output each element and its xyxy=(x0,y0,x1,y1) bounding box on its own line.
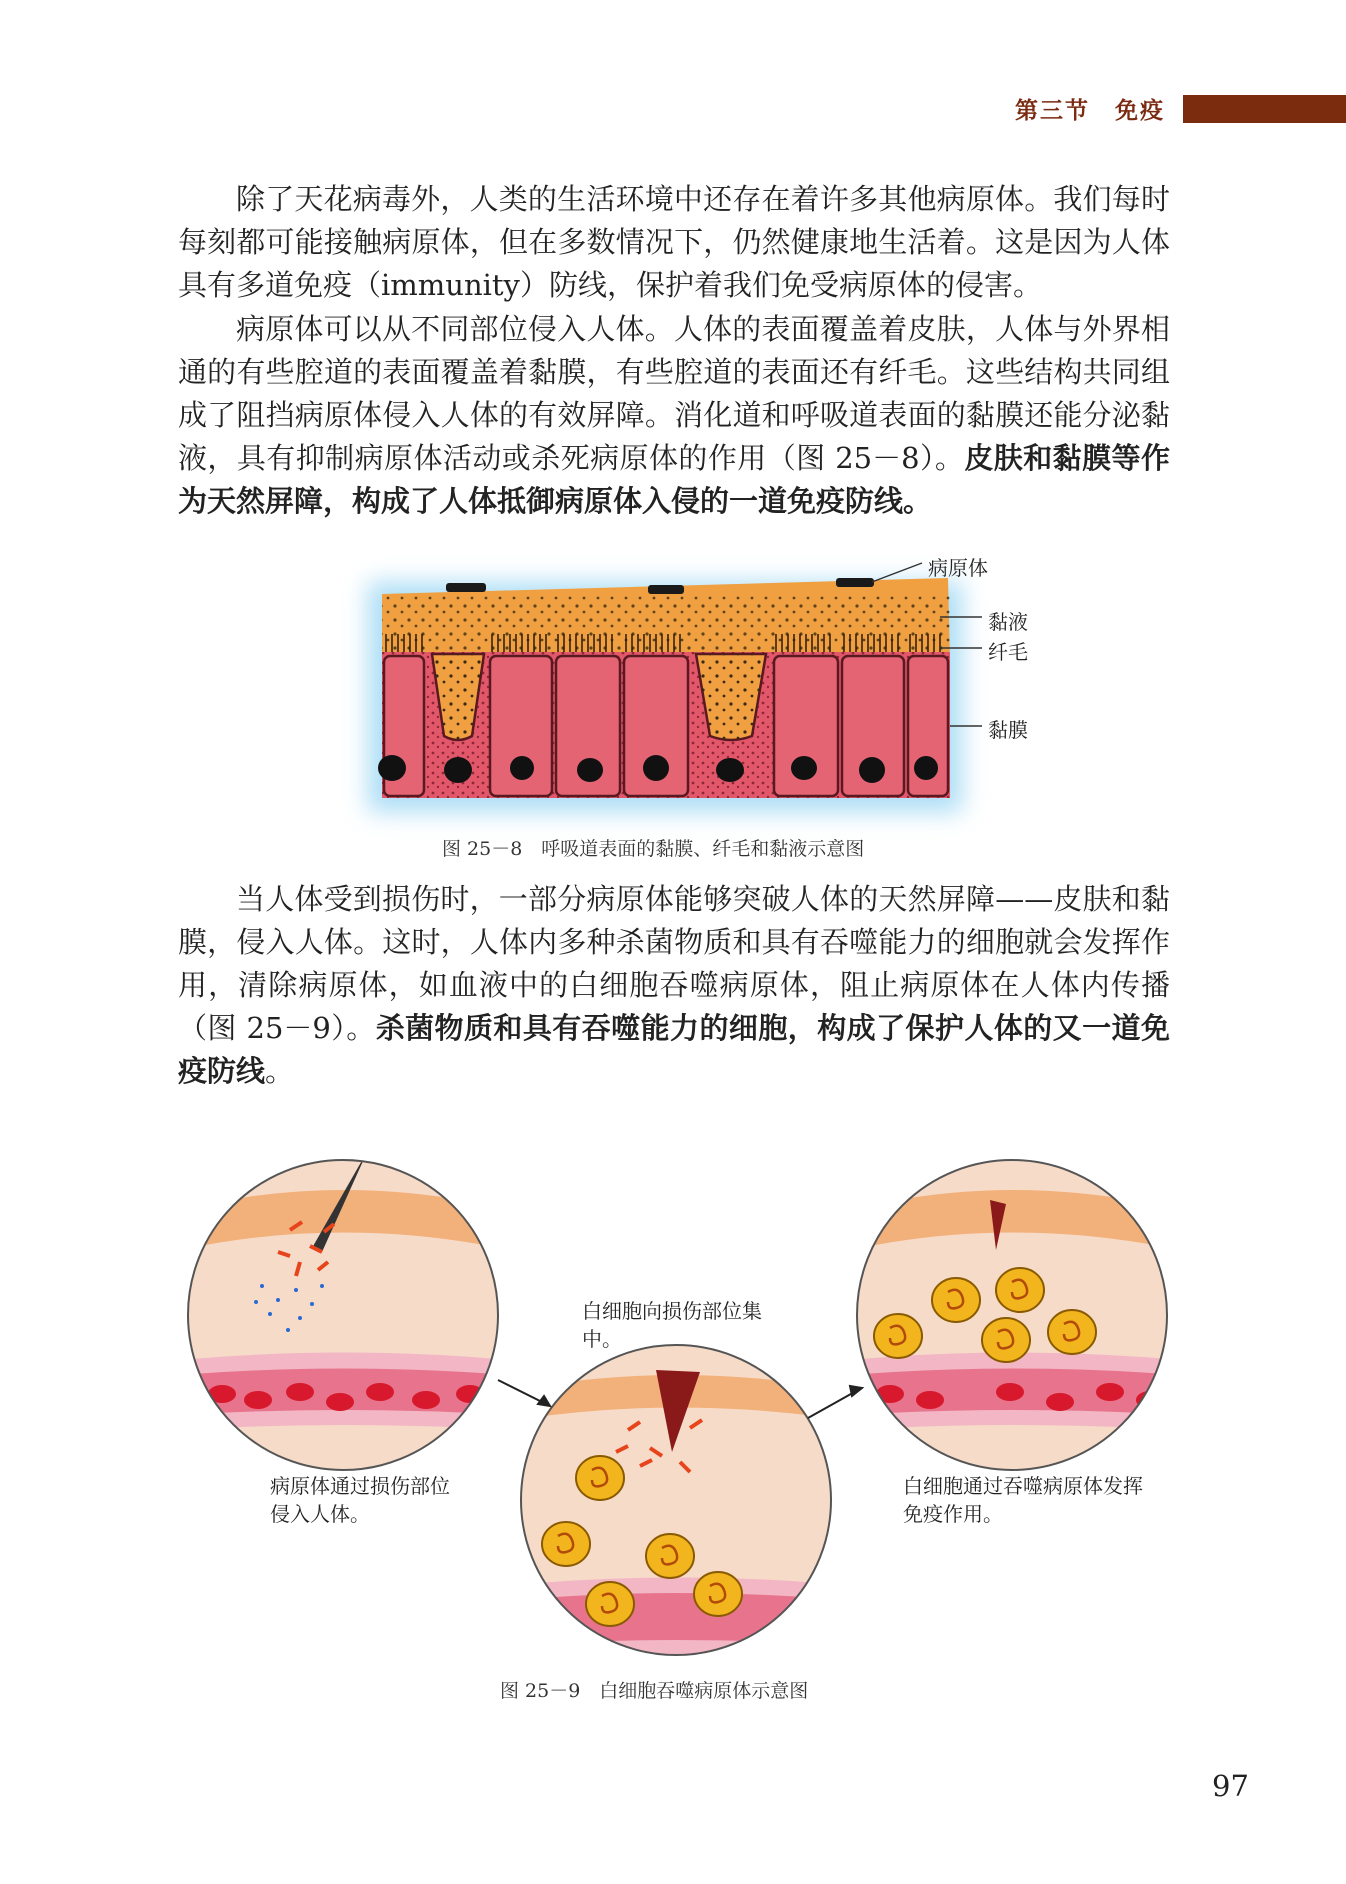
paragraph-1 xyxy=(178,178,1170,307)
paragraph-3-text: 当人体受到损伤时，一部分病原体能够突破人体的天然屏障——皮肤和黏膜，侵入人体。这时，人体内多种杀菌物质和具有吞噬能力的细胞就会发挥作用，清除病原体，如血液中的白细胞吞噬病原体，阻止病原体在人体内传播（图 25－9）。 xyxy=(178,882,1170,1045)
paragraph-2 xyxy=(178,308,1170,523)
paragraph-2-text: 病原体可以从不同部位侵入人体。人体的表面覆盖着皮肤，人体与外界相通的有些腔道的表面覆盖着黏膜，有些腔道的表面还有纤毛。这些结构共同组成了阻挡病原体侵入人体的有效屏障。消化道和呼吸道表面的黏膜还能分泌黏液，具有抑制病原体活动或杀死病原体的作用（图 25－8）。 xyxy=(178,312,1170,475)
paragraph-2-bold: 皮肤和黏膜等作为天然屏障，构成了人体抵御病原体入侵的一道免疫防线。 xyxy=(178,441,1170,518)
label-pathogen: 病原体 xyxy=(928,556,988,580)
paragraph-3-end: 。 xyxy=(265,1054,295,1088)
note-left: 病原体通过损伤部位侵入人体。 xyxy=(270,1474,450,1526)
figure-25-9 xyxy=(0,1120,1346,1660)
page-number: 97 xyxy=(1212,1769,1249,1803)
note-middle: 白细胞向损伤部位集中。 xyxy=(582,1299,762,1351)
paragraph-1-text: 除了天花病毒外，人类的生活环境中还存在着许多其他病原体。我们每时每刻都可能接触病原体，但在多数情况下，仍然健康地生活着。这是因为人体具有多道免疫（immunity）防线，保护着我们免受病原体的侵害。 xyxy=(178,182,1170,302)
note-right: 白细胞通过吞噬病原体发挥免疫作用。 xyxy=(903,1474,1143,1526)
figure-25-8-caption: 图 25－8 呼吸道表面的黏膜、纤毛和黏液示意图 xyxy=(442,838,865,860)
paragraph-3 xyxy=(178,878,1170,1093)
header-bar xyxy=(1183,95,1346,123)
figure-25-8 xyxy=(0,540,1346,840)
label-mucosa: 黏膜 xyxy=(988,718,1028,742)
paragraph-3-bold: 杀菌物质和具有吞噬能力的细胞，构成了保护人体的又一道免疫防线 xyxy=(178,1011,1170,1088)
label-mucus: 黏液 xyxy=(988,610,1028,634)
figure-25-9-caption: 图 25－9 白细胞吞噬病原体示意图 xyxy=(500,1680,809,1702)
label-cilia: 纤毛 xyxy=(988,640,1028,664)
section-header: 第三节 免疫 xyxy=(1015,98,1165,124)
